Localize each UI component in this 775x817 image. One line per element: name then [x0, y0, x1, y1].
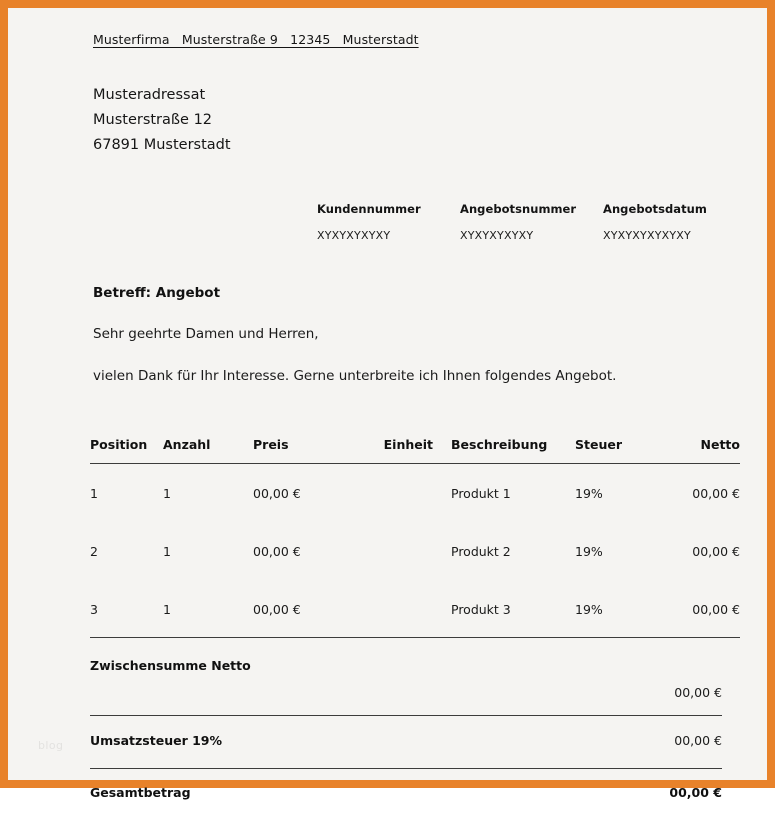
- cell-position: 3: [90, 580, 163, 638]
- meta-label-offer-date: Angebotsdatum: [603, 202, 707, 216]
- meta-field-customer-number: [317, 202, 460, 242]
- meta-label-offer-number: Angebotsnummer: [460, 202, 577, 216]
- watermark-text: blog: [38, 739, 64, 752]
- cell-beschreibung: Produkt 1: [451, 486, 511, 501]
- table-row: [90, 580, 740, 638]
- totals-row-subtotal: [90, 638, 722, 716]
- salutation-text: Sehr geehrte Damen und Herren,: [93, 326, 319, 342]
- intro-paragraph: vielen Dank für Ihr Interesse. Gerne unterbreite ich Ihnen folgendes Angebot.: [93, 368, 617, 384]
- cell-anzahl: 1: [163, 486, 171, 501]
- cell-einheit: [349, 464, 433, 523]
- cell-preis: 00,00 €: [253, 544, 301, 559]
- column-header-position: Position: [90, 437, 163, 464]
- column-header-steuer: Steuer: [575, 437, 660, 464]
- column-header-anzahl: Anzahl: [163, 437, 253, 464]
- meta-label-customer-number: Kundennummer: [317, 202, 421, 216]
- totals-row-grand-total: [90, 769, 722, 817]
- cell-steuer: 19%: [575, 580, 660, 638]
- table-row: [90, 464, 740, 523]
- totals-label-vat: Umsatzsteuer 19%: [90, 733, 223, 748]
- recipient-city: 67891 Musterstadt: [93, 137, 231, 153]
- column-header-netto: Netto: [660, 437, 740, 464]
- totals-amount-subtotal: 00,00 €: [674, 685, 722, 700]
- cell-position: 2: [90, 544, 98, 559]
- cell-einheit: [349, 522, 433, 580]
- offer-meta-block: [317, 202, 713, 242]
- cell-position: 1: [90, 486, 98, 501]
- cell-einheit: [349, 580, 433, 638]
- cell-preis: 00,00 €: [253, 486, 301, 501]
- cell-netto: 00,00 €: [692, 544, 740, 559]
- meta-value-offer-number: XYXYXYXYXY: [460, 229, 534, 242]
- meta-field-offer-number: [460, 202, 603, 242]
- cell-preis: 00,00 €: [253, 580, 349, 638]
- table-header-row: [90, 437, 740, 464]
- recipient-street: Musterstraße 12: [93, 112, 213, 128]
- sender-address-line: Musterfirma Musterstraße 9 12345 Musterstadt: [93, 32, 419, 47]
- cell-anzahl: 1: [163, 580, 253, 638]
- recipient-address-block: [93, 83, 713, 158]
- totals-amount-vat: 00,00 €: [674, 733, 722, 748]
- cell-beschreibung: Produkt 2: [451, 544, 511, 559]
- column-header-einheit: Einheit: [349, 437, 433, 464]
- cell-steuer: 19%: [575, 486, 603, 501]
- totals-amount-grand-total: 00,00 €: [669, 785, 722, 800]
- line-items-table: [90, 437, 740, 638]
- cell-steuer: 19%: [575, 544, 603, 559]
- meta-field-offer-date: [603, 202, 707, 242]
- totals-section: [90, 638, 722, 817]
- column-header-preis: Preis: [253, 437, 349, 464]
- subject-line: Betreff: Angebot: [93, 285, 221, 301]
- cell-netto: 00,00 €: [692, 486, 740, 501]
- cell-anzahl: 1: [163, 544, 171, 559]
- totals-label-subtotal: Zwischensumme Netto: [90, 658, 251, 673]
- meta-value-customer-number: XYXYXYXYXY: [317, 229, 391, 242]
- recipient-name: Musteradressat: [93, 87, 206, 103]
- cell-beschreibung: Produkt 3: [433, 580, 575, 638]
- document-sheet: [8, 8, 767, 800]
- totals-row-vat: [90, 716, 722, 769]
- column-header-beschreibung: Beschreibung: [433, 437, 575, 464]
- meta-value-offer-date: XYXYXYXYXYXY: [603, 229, 691, 242]
- cell-netto: 00,00 €: [660, 580, 740, 638]
- table-row: [90, 522, 740, 580]
- totals-label-grand-total: Gesamtbetrag: [90, 785, 191, 800]
